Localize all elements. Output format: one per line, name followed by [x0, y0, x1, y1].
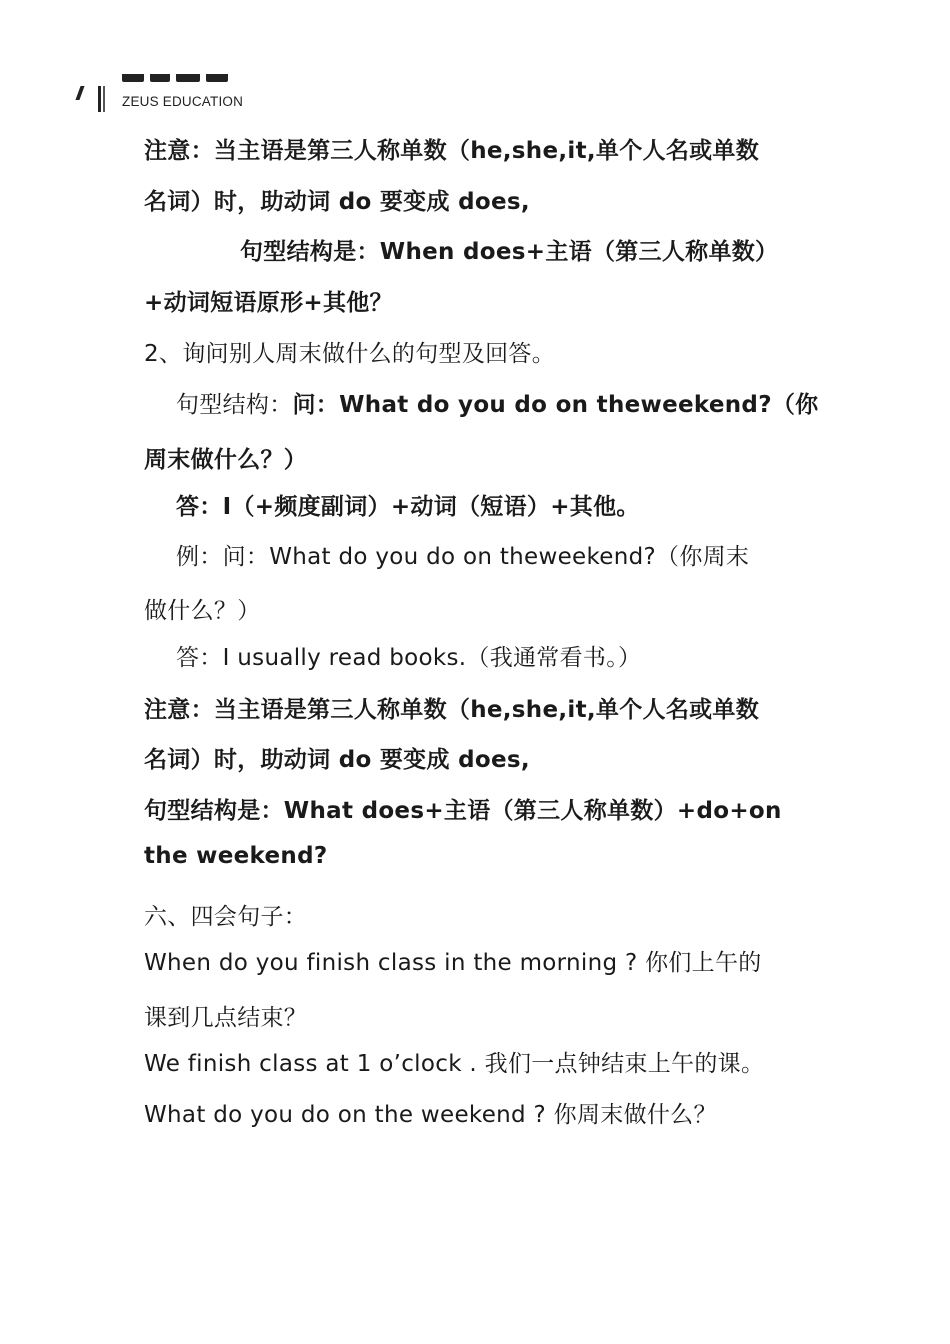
section-heading-6: 六、四会句子： [144, 904, 308, 930]
answer-pattern: 答：I（+频度副词）+动词（短语）+其他。 [176, 494, 640, 520]
example-question-cont: 做什么？） [144, 598, 261, 624]
question-pattern: 问：What do you do on theweekend?（你 [292, 392, 819, 418]
logo-cropped-characters [122, 74, 240, 87]
logo-mark-bar-2 [103, 86, 105, 112]
note-2-line-1: 注意：当主语是第三人称单数（he,she,it,单个人名或单数 [144, 697, 760, 723]
logo-mark-left [75, 86, 84, 100]
structure-line-1: 句型结构是：When does+主语（第三人称单数） [240, 239, 779, 265]
sentence-1: When do you finish class in the morning ? 你们上午的 [144, 950, 762, 976]
structure-label: 句型结构： [176, 392, 293, 418]
sentence-3: What do you do on the weekend ? 你周末做什么？ [144, 1102, 717, 1128]
section-heading-2: 2、询问别人周末做什么的句型及回答。 [144, 341, 556, 367]
structure-2-line-1: 句型结构是：What does+主语（第三人称单数）+do+on [144, 798, 782, 824]
note-2-line-2: 名词）时，助动词 do 要变成 does, [144, 747, 530, 773]
note-line-2: 名词）时，助动词 do 要变成 does, [144, 189, 530, 215]
question-pattern-cont: 周末做什么？） [144, 447, 308, 473]
zeus-education-logo [78, 74, 248, 114]
structure-line-2: +动词短语原形+其他？ [144, 290, 393, 316]
question-structure-line [176, 386, 818, 419]
note-line-1: 注意：当主语是第三人称单数（he,she,it,单个人名或单数 [144, 138, 760, 164]
example-question: 例：问：What do you do on theweekend?（你周末 [176, 544, 750, 570]
example-answer: 答：I usually read books.（我通常看书。） [176, 645, 642, 671]
sentence-1-cont: 课到几点结束？ [144, 1005, 308, 1031]
structure-2-line-2: the weekend? [144, 843, 328, 869]
logo-text: ZEUS EDUCATION [122, 94, 244, 109]
logo-mark-bar [98, 86, 101, 112]
sentence-2: We finish class at 1 o’clock . 我们一点钟结束上午的课。 [144, 1051, 765, 1077]
